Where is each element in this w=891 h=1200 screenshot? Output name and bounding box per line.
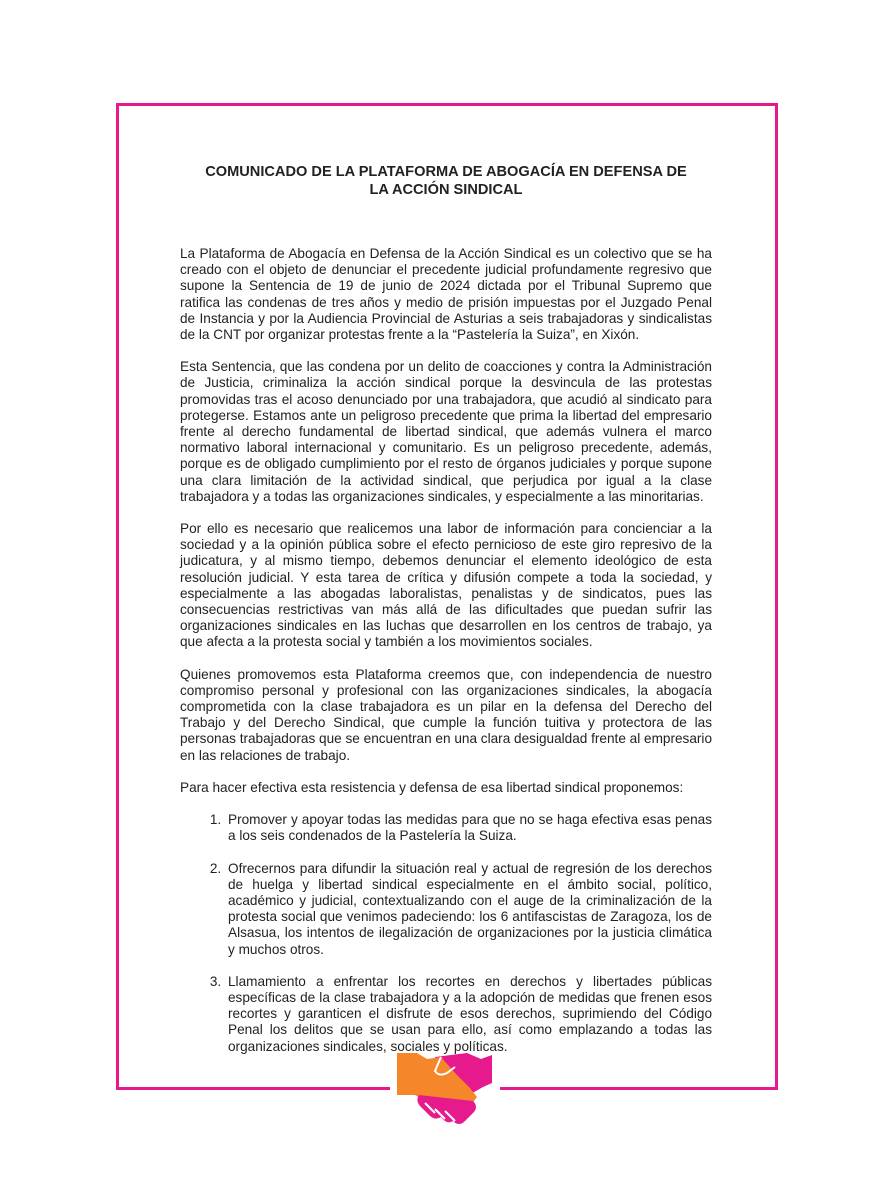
document-title bbox=[180, 163, 712, 199]
paragraph-proposals-intro: Para hacer efectiva esta resistencia y defensa de esa libertad sindical proponemos: bbox=[180, 779, 684, 795]
paragraph-intro: La Plataforma de Abogacía en Defensa de la Acción Sindical es un colectivo que se ha creado con el objeto de denunciar el precedente judicial profundamente regresivo que supone la Sentencia de 19 de junio de 2024 dictada por el Tribunal Supremo que ratifica las condenas de tres años y medio de prisión impuestas por el Juzgado Penal de Instancia y por la Audiencia Provincial de Asturias a seis trabajadoras y sindicalistas de la CNT por organizar protestas frente a la “Pastelería la Suiza”, en Xixón. bbox=[180, 246, 712, 343]
document-body bbox=[180, 163, 712, 1071]
paragraph-awareness: Por ello es necesario que realicemos una labor de información para concienciar a la sociedad y a la opinión pública sobre el efecto pernicioso de este giro represivo de la judicatura, y al mismo tiempo, debemos denunciar el elemento ideológico de esta resolución judicial. Y esta tarea de crítica y difusión compete a toda la sociedad, y especialmente a las abogadas laboralistas, penalistas y de sindicatos, pues las consecuencias restrictivas van más allá de las dificultades que puedan sufrir las organizaciones sindicales en las luchas que desarrollen en los centros de trabajo, ya que afecta a la protesta social y también a los movimientos sociales. bbox=[180, 521, 712, 650]
proposal-item: 3. Llamamiento a enfrentar los recortes en derechos y libertades públicas específicas de la clase trabajadora y a la adopción de medidas que frenen esos recortes y garanticen el disfrute de esos derechos, suprimiendo del Código Penal los delitos que se usan para ello, así como emplazando a todas las organizaciones sindicales, sociales y políticas. bbox=[225, 974, 712, 1055]
proposal-item: 1. Promover y apoyar todas las medidas para que no se haga efectiva esas penas a los seis condenados de la Pastelería la Suiza. bbox=[225, 812, 712, 844]
title-line-2: LA ACCIÓN SINDICAL bbox=[369, 182, 523, 198]
paragraph-platform: Quienes promovemos esta Plataforma creemos que, con independencia de nuestro compromiso personal y profesional con las organizaciones sindicales, la abogacía comprometida con la clase trabajadora es un pilar en la defensa del Derecho del Trabajo y del Derecho Sindical, que cumple la función tuitiva y protectora de las personas trabajadoras que se encuentran en una clara desigualdad frente al empresario en las relaciones de trabajo. bbox=[180, 666, 713, 763]
paragraph-sentence: Esta Sentencia, que las condena por un delito de coacciones y contra la Administración de Justicia, criminaliza la acción sindical porque la desvincula de las protestas promovidas tras el acoso denunciado por una trabajadora, que acudió al sindicato para protegerse. Estamos ante un peligroso precedente que prima la libertad del empresario frente al derecho fundamental de libertad sindical, que además vulnera el marco normativo laboral internacional y comunitario. Es un peligroso precedente, además, porque es de obligado cumplimiento por el resto de órganos judiciales y porque supone una clara limitación de la actividad sindical, que perjudica por igual a la clase trabajadora y a todas las organizaciones sindicales, y especialmente a las minoritarias. bbox=[180, 359, 712, 504]
proposals-list bbox=[180, 812, 712, 1055]
title-line-1: COMUNICADO DE LA PLATAFORMA DE ABOGACÍA EN DEFENSA DE bbox=[205, 164, 687, 180]
proposal-item: 2. Ofrecernos para difundir la situación real y actual de regresión de los derechos de huelga y libertad sindical especialmente en el ámbito social, político, académico y judicial, contextualizando con el auge de la criminalización de la protesta social que venimos padeciendo: los 6 antifascistas de Zaragoza, los de Alsasua, los intentos de ilegalización de organizaciones por la justicia climática y muchos otros. bbox=[225, 861, 712, 958]
